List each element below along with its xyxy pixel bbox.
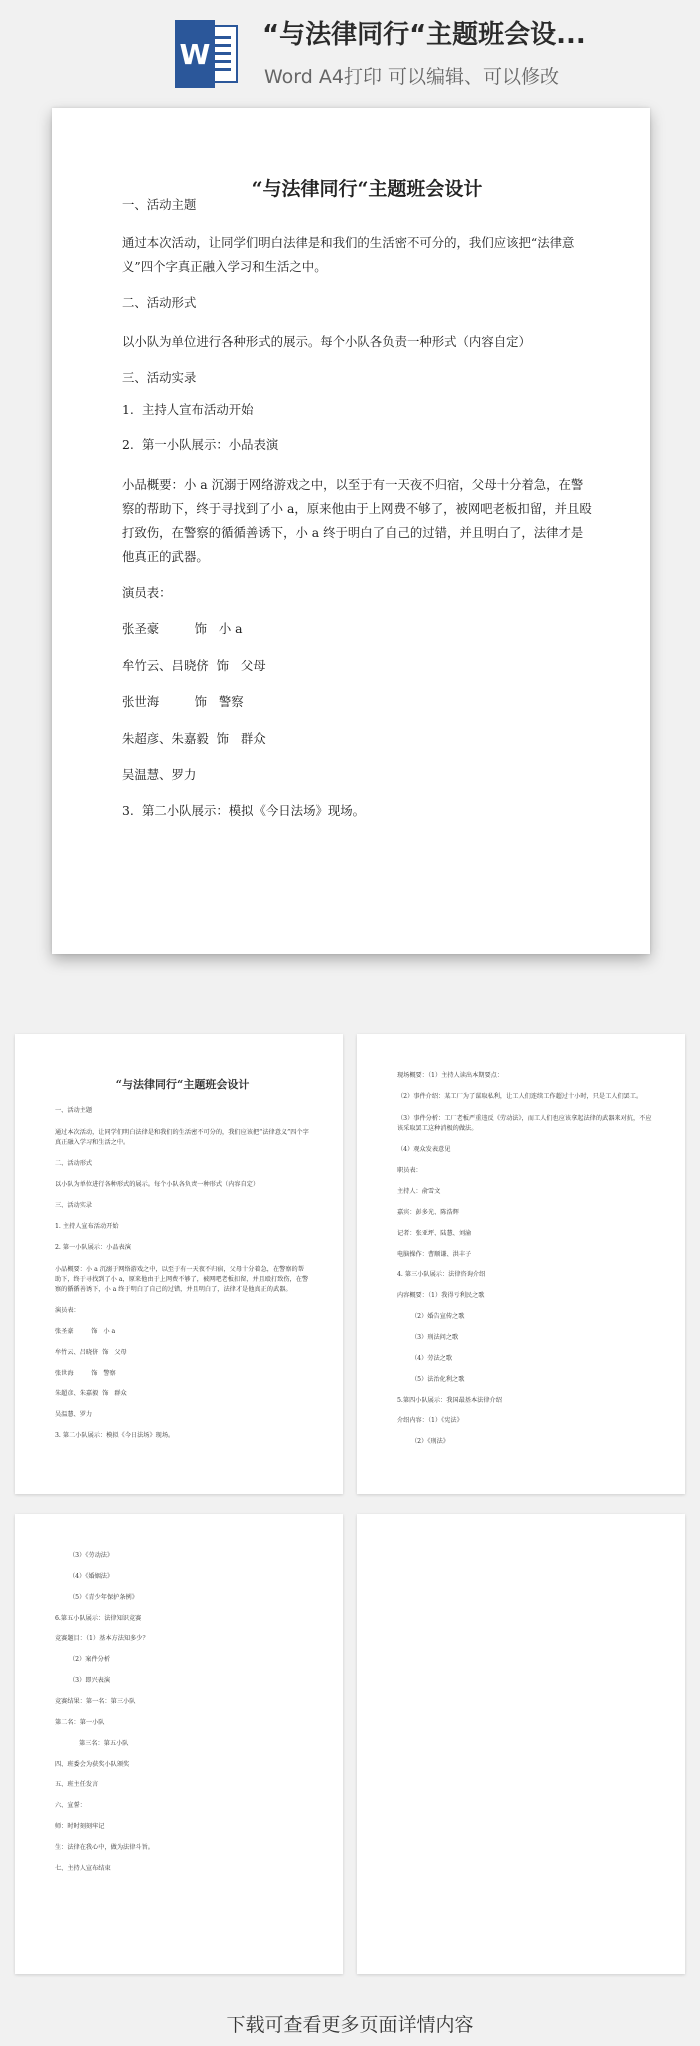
- section-heading: 三、活动实录: [122, 369, 197, 385]
- page-thumbnail-2[interactable]: [357, 1034, 685, 1494]
- cast-row: 张圣豪 饰 小 a: [122, 621, 243, 637]
- thumbnail-content: [55, 1552, 310, 1886]
- skit-summary: 小品概要：小 a 沉溺于网络游戏之中，以至于有一天夜不归宿，父母十分着急，在警察的帮助下，终于寻找到了小 a，原来他由于上网费不够了，被网吧老板扣留，并且殴打致伤，在警察的循循善诱下，小 a 终于明白了自己的过错，并且明白了，法律才是他真正的武器。: [122, 477, 592, 565]
- list-item: [122, 805, 592, 817]
- thumbnail-line: 七、主持人宣布结束: [55, 1864, 111, 1872]
- thumbnail-line: 电脑操作：曹顺谦、洪丰子: [397, 1250, 472, 1258]
- document-content: [122, 180, 592, 840]
- thumbnail-line: （4）观众发表意见: [397, 1146, 451, 1154]
- thumbnail-line: 二、活动形式: [55, 1160, 93, 1168]
- word-icon-letter: W: [179, 38, 211, 71]
- thumbnail-line: （4）《婚姻法》: [69, 1572, 114, 1580]
- list-number: 1.: [122, 402, 134, 418]
- thumbnail-line: 张圣豪 饰 小 a: [55, 1327, 116, 1335]
- list-number: 3.: [122, 803, 134, 819]
- thumbnail-line: 一、活动主题: [55, 1106, 93, 1114]
- thumbnail-line: 1. 主持人宣布活动开始: [55, 1222, 119, 1230]
- thumbnail-line: 小品概要：小 a 沉溺于网络游戏之中，以至于有一天夜不归宿，父母十分着急，在警察的帮助下，终于寻找到了小 a，原来他由于上网费不够了，被网吧老板扣留，并且殴打致伤，在警察的循循善诱下，小 a 终于明白了自己的过错，并且明白了，法律才是他真正的武器。: [55, 1265, 309, 1293]
- thumbnail-line: 3. 第二小队展示：模拟《今日法场》现场。: [55, 1432, 175, 1440]
- list-text: 第一小队展示：小品表演: [142, 436, 279, 452]
- thumbnail-line: 朱超彦、朱嘉毅 饰 群众: [55, 1390, 127, 1398]
- thumbnail-line: （2）案件分析: [69, 1656, 111, 1664]
- thumbnail-line: （3）刑法问之歌: [411, 1333, 459, 1341]
- thumbnail-line: 通过本次活动，让同学们明白法律是和我们的生活密不可分的，我们应该把“法律意义”四个字真正融入学习和生活之中。: [55, 1128, 309, 1146]
- thumbnail-line: 竞赛题目：（1）基本方法知多少？: [55, 1635, 149, 1643]
- word-icon: [175, 20, 239, 88]
- thumbnail-line: 内容概要：（1）我得亏利民之歌: [397, 1292, 485, 1300]
- page-thumbnail-1[interactable]: [15, 1034, 343, 1494]
- section-heading: 一、活动主题: [122, 197, 197, 212]
- thumbnail-line: 2. 第一小队展示：小品表演: [55, 1243, 131, 1251]
- thumbnail-line: 四、班委会为获奖小队颁奖: [55, 1760, 130, 1768]
- thumbnail-line: （4）劳法之歌: [411, 1354, 453, 1362]
- page-thumbnail-3[interactable]: [15, 1514, 343, 1974]
- thumbnail-line: 演员表：: [55, 1307, 80, 1314]
- thumbnail-line: 主持人：俞雪文: [397, 1187, 441, 1195]
- thumbnail-title: “与法律同行“主题班会设计: [115, 1078, 250, 1091]
- thumbnail-line: 5.第四小队展示：我国最基本法律介绍: [397, 1396, 502, 1404]
- cast-row: 张世海 饰 警察: [122, 694, 244, 710]
- header: [0, 0, 700, 100]
- thumbnail-line: 张世海 饰 警察: [55, 1369, 116, 1377]
- thumbnail-line: 五、班主任发言: [55, 1781, 99, 1789]
- thumbnail-line: （5）《青少年保护条例》: [69, 1593, 138, 1601]
- cast-row: 吴温慧、罗力: [122, 767, 197, 783]
- thumbnail-line: （2）《刑法》: [411, 1438, 449, 1446]
- section-heading: 二、活动形式: [122, 295, 197, 311]
- thumbnail-line: 竞赛结果：第一名：第三小队: [55, 1698, 136, 1706]
- footer-more-pages-link[interactable]: 下载可查看更多页面详情内容: [226, 2014, 474, 2036]
- thumbnail-line: 三、活动实录: [55, 1201, 93, 1209]
- header-subtitle: Word A4打印 可以编辑、可以修改: [264, 66, 560, 88]
- thumbnail-line: 第二名：第一小队: [55, 1718, 105, 1726]
- document-page: [52, 108, 650, 954]
- thumbnail-line: 生：法律在我心中，做为法律斗旨。: [55, 1844, 154, 1852]
- thumbnail-line: 嘉宾：彭多光、陈浩辉: [397, 1208, 459, 1216]
- list-text: 第二小队展示：模拟《今日法场》现场。: [142, 803, 366, 819]
- list-number: 2.: [122, 436, 134, 452]
- thumbnail-line: 牟竹云、吕晓侪 饰 父母: [55, 1348, 127, 1356]
- cast-row: 朱超彦、朱嘉毅 饰 群众: [122, 730, 266, 746]
- thumbnail-line: 以小队为单位进行各种形式的展示。每个小队各负责一种形式（内容自定）: [55, 1181, 260, 1189]
- section-body: 以小队为单位进行各种形式的展示。每个小队各负责一种形式（内容自定）: [122, 333, 531, 349]
- list-text: 主持人宣布活动开始: [142, 402, 254, 418]
- thumbnail-line: 介绍内容：（1）《宪法》: [397, 1417, 463, 1425]
- list-item: [122, 404, 592, 416]
- thumbnail-line: 6.第五小队展示：法律知识竞赛: [55, 1614, 142, 1622]
- section-body: 通过本次活动，让同学们明白法律是和我们的生活密不可分的，我们应该把“法律意义”四个字真正融入学习和生活之中。: [122, 235, 575, 275]
- thumbnail-content: [55, 1072, 310, 1453]
- document-title: “与法律同行“主题班会设计: [251, 178, 483, 200]
- thumbnail-line: （2）事件介绍：某工厂为了谋取私利，让工人们连续工作超过十小时，只是工人们罢工。: [397, 1092, 643, 1100]
- thumbnail-line: 4. 第三小队展示：法律咨询介绍: [397, 1271, 486, 1279]
- thumbnail-content: [397, 1072, 652, 1459]
- thumbnail-line: 六、宣誓：: [55, 1802, 86, 1810]
- header-title: “与法律同行“主题班会设...: [262, 20, 586, 50]
- thumbnail-line: 第三名：第五小队: [79, 1739, 129, 1747]
- thumbnail-line: （3）即兴表演: [69, 1677, 111, 1685]
- thumbnail-line: （3）《劳动法》: [69, 1552, 114, 1559]
- list-item: [122, 436, 592, 452]
- thumbnail-line: （5）法治化利之歌: [411, 1375, 465, 1383]
- thumbnail-line: 职员表：: [397, 1167, 422, 1175]
- cast-title: 演员表：: [122, 585, 172, 601]
- thumbnail-line: 吴温慧、罗力: [55, 1411, 93, 1419]
- thumbnail-line: （2）婚告宣传之歌: [411, 1313, 465, 1321]
- thumbnail-line: （3）事件分析：工厂老板严重违反《劳动法》，而工人们也应该拿起法律的武器来对抗，不应该采取罢工这种消极的做法。: [397, 1114, 652, 1132]
- thumbnail-line: 记者：张亚坪、陆慧、刘渝: [397, 1229, 472, 1237]
- page-thumbnail-4[interactable]: [357, 1514, 685, 1974]
- thumbnail-line: 现场概要：（1）主持人读出本期要点：: [397, 1072, 504, 1079]
- thumbnail-line: 师：时时刻刻牢记: [55, 1823, 105, 1831]
- cast-row: 牟竹云、吕晓侪 饰 父母: [122, 657, 266, 673]
